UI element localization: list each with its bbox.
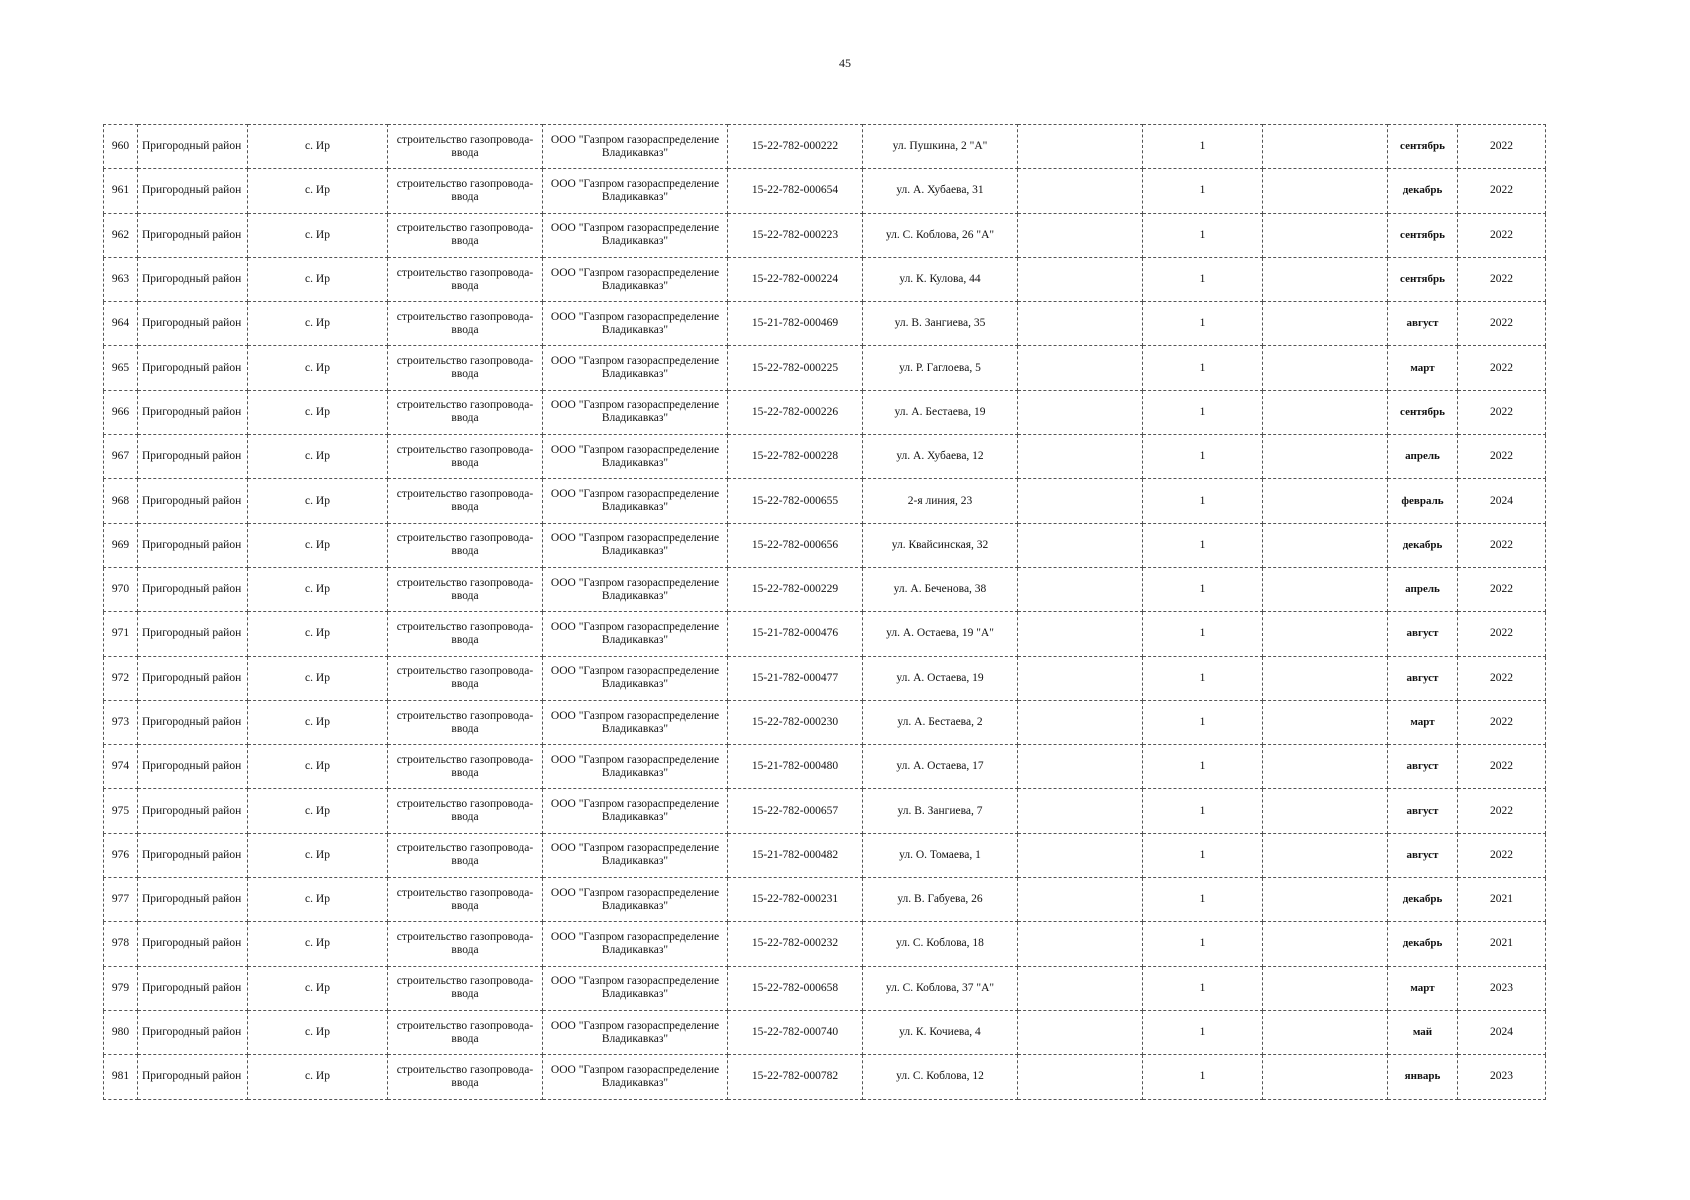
village-cell: с. Ир <box>248 789 388 833</box>
table-row <box>104 966 1546 1010</box>
district-cell: Пригородный район <box>138 833 248 877</box>
registry-code-cell: 15-22-782-000655 <box>728 479 863 523</box>
organization-cell: ООО "Газпром газораспределение Владикавказ" <box>543 213 728 257</box>
table-row <box>104 479 1546 523</box>
table-row <box>104 922 1546 966</box>
registry-code-cell: 15-22-782-000740 <box>728 1010 863 1054</box>
work-type-cell: строительство газопровода-ввода <box>388 125 543 169</box>
quantity-cell: 1 <box>1143 346 1263 390</box>
quantity-cell: 1 <box>1143 479 1263 523</box>
year-cell: 2022 <box>1458 789 1546 833</box>
quantity-cell: 1 <box>1143 612 1263 656</box>
month-cell: август <box>1388 612 1458 656</box>
village-cell: с. Ир <box>248 745 388 789</box>
district-cell: Пригородный район <box>138 479 248 523</box>
organization-cell: ООО "Газпром газораспределение Владикавказ" <box>543 966 728 1010</box>
empty-cell <box>1018 479 1143 523</box>
district-cell: Пригородный район <box>138 213 248 257</box>
year-cell: 2022 <box>1458 567 1546 611</box>
village-cell: с. Ир <box>248 833 388 877</box>
empty-cell <box>1263 435 1388 479</box>
registry-code-cell: 15-22-782-000226 <box>728 390 863 434</box>
year-cell: 2022 <box>1458 169 1546 213</box>
row-number-cell: 980 <box>104 1010 138 1054</box>
village-cell: с. Ир <box>248 1010 388 1054</box>
organization-cell: ООО "Газпром газораспределение Владикавказ" <box>543 302 728 346</box>
empty-cell <box>1018 567 1143 611</box>
year-cell: 2022 <box>1458 346 1546 390</box>
work-type-cell: строительство газопровода-ввода <box>388 213 543 257</box>
month-cell: декабрь <box>1388 523 1458 567</box>
quantity-cell: 1 <box>1143 125 1263 169</box>
month-cell: апрель <box>1388 567 1458 611</box>
row-number-cell: 963 <box>104 257 138 301</box>
village-cell: с. Ир <box>248 567 388 611</box>
organization-cell: ООО "Газпром газораспределение Владикавказ" <box>543 700 728 744</box>
district-cell: Пригородный район <box>138 257 248 301</box>
empty-cell <box>1263 567 1388 611</box>
organization-cell: ООО "Газпром газораспределение Владикавказ" <box>543 169 728 213</box>
empty-cell <box>1018 745 1143 789</box>
address-cell: ул. Р. Гаглоева, 5 <box>863 346 1018 390</box>
row-number-cell: 962 <box>104 213 138 257</box>
village-cell: с. Ир <box>248 435 388 479</box>
organization-cell: ООО "Газпром газораспределение Владикавказ" <box>543 656 728 700</box>
village-cell: с. Ир <box>248 656 388 700</box>
table-row <box>104 435 1546 479</box>
table-row <box>104 257 1546 301</box>
year-cell: 2022 <box>1458 390 1546 434</box>
quantity-cell: 1 <box>1143 523 1263 567</box>
table-row <box>104 700 1546 744</box>
month-cell: сентябрь <box>1388 213 1458 257</box>
year-cell: 2022 <box>1458 213 1546 257</box>
table-row <box>104 125 1546 169</box>
quantity-cell: 1 <box>1143 789 1263 833</box>
organization-cell: ООО "Газпром газораспределение Владикавказ" <box>543 1055 728 1099</box>
month-cell: май <box>1388 1010 1458 1054</box>
village-cell: с. Ир <box>248 169 388 213</box>
month-cell: январь <box>1388 1055 1458 1099</box>
empty-cell <box>1018 523 1143 567</box>
registry-code-cell: 15-22-782-000230 <box>728 700 863 744</box>
district-cell: Пригородный район <box>138 125 248 169</box>
quantity-cell: 1 <box>1143 435 1263 479</box>
year-cell: 2022 <box>1458 435 1546 479</box>
table-row <box>104 302 1546 346</box>
month-cell: март <box>1388 700 1458 744</box>
registry-code-cell: 15-22-782-000228 <box>728 435 863 479</box>
district-cell: Пригородный район <box>138 1055 248 1099</box>
row-number-cell: 968 <box>104 479 138 523</box>
quantity-cell: 1 <box>1143 922 1263 966</box>
district-cell: Пригородный район <box>138 878 248 922</box>
registry-code-cell: 15-22-782-000222 <box>728 125 863 169</box>
year-cell: 2021 <box>1458 922 1546 966</box>
empty-cell <box>1018 1055 1143 1099</box>
district-cell: Пригородный район <box>138 1010 248 1054</box>
row-number-cell: 967 <box>104 435 138 479</box>
quantity-cell: 1 <box>1143 257 1263 301</box>
empty-cell <box>1263 390 1388 434</box>
table-row <box>104 745 1546 789</box>
village-cell: с. Ир <box>248 966 388 1010</box>
organization-cell: ООО "Газпром газораспределение Владикавказ" <box>543 567 728 611</box>
empty-cell <box>1018 656 1143 700</box>
empty-cell <box>1018 700 1143 744</box>
empty-cell <box>1018 302 1143 346</box>
work-type-cell: строительство газопровода-ввода <box>388 612 543 656</box>
work-type-cell: строительство газопровода-ввода <box>388 833 543 877</box>
row-number-cell: 960 <box>104 125 138 169</box>
year-cell: 2022 <box>1458 745 1546 789</box>
work-type-cell: строительство газопровода-ввода <box>388 656 543 700</box>
quantity-cell: 1 <box>1143 656 1263 700</box>
table-row <box>104 656 1546 700</box>
year-cell: 2022 <box>1458 656 1546 700</box>
year-cell: 2022 <box>1458 833 1546 877</box>
empty-cell <box>1018 346 1143 390</box>
quantity-cell: 1 <box>1143 213 1263 257</box>
empty-cell <box>1018 1010 1143 1054</box>
quantity-cell: 1 <box>1143 878 1263 922</box>
registry-code-cell: 15-22-782-000654 <box>728 169 863 213</box>
address-cell: ул. В. Зангиева, 35 <box>863 302 1018 346</box>
row-number-cell: 972 <box>104 656 138 700</box>
district-cell: Пригородный район <box>138 922 248 966</box>
quantity-cell: 1 <box>1143 745 1263 789</box>
registry-code-cell: 15-22-782-000656 <box>728 523 863 567</box>
organization-cell: ООО "Газпром газораспределение Владикавказ" <box>543 745 728 789</box>
address-cell: ул. А. Остаева, 19 <box>863 656 1018 700</box>
village-cell: с. Ир <box>248 523 388 567</box>
month-cell: август <box>1388 656 1458 700</box>
empty-cell <box>1263 523 1388 567</box>
empty-cell <box>1263 346 1388 390</box>
empty-cell <box>1018 833 1143 877</box>
district-cell: Пригородный район <box>138 302 248 346</box>
village-cell: с. Ир <box>248 878 388 922</box>
address-cell: ул. А. Беченова, 38 <box>863 567 1018 611</box>
work-type-cell: строительство газопровода-ввода <box>388 966 543 1010</box>
month-cell: сентябрь <box>1388 257 1458 301</box>
table-row <box>104 567 1546 611</box>
row-number-cell: 976 <box>104 833 138 877</box>
village-cell: с. Ир <box>248 1055 388 1099</box>
row-number-cell: 973 <box>104 700 138 744</box>
empty-cell <box>1018 257 1143 301</box>
year-cell: 2022 <box>1458 302 1546 346</box>
organization-cell: ООО "Газпром газораспределение Владикавказ" <box>543 479 728 523</box>
work-type-cell: строительство газопровода-ввода <box>388 523 543 567</box>
district-cell: Пригородный район <box>138 789 248 833</box>
district-cell: Пригородный район <box>138 612 248 656</box>
empty-cell <box>1263 656 1388 700</box>
address-cell: ул. А. Остаева, 17 <box>863 745 1018 789</box>
registry-code-cell: 15-22-782-000782 <box>728 1055 863 1099</box>
table-row <box>104 878 1546 922</box>
district-cell: Пригородный район <box>138 745 248 789</box>
month-cell: август <box>1388 745 1458 789</box>
address-cell: ул. А. Хубаева, 12 <box>863 435 1018 479</box>
table-row <box>104 390 1546 434</box>
address-cell: ул. К. Кочиева, 4 <box>863 1010 1018 1054</box>
empty-cell <box>1263 213 1388 257</box>
year-cell: 2022 <box>1458 257 1546 301</box>
registry-code-cell: 15-21-782-000477 <box>728 656 863 700</box>
year-cell: 2022 <box>1458 700 1546 744</box>
address-cell: ул. С. Коблова, 26 "А" <box>863 213 1018 257</box>
work-type-cell: строительство газопровода-ввода <box>388 1010 543 1054</box>
work-type-cell: строительство газопровода-ввода <box>388 745 543 789</box>
empty-cell <box>1263 745 1388 789</box>
work-type-cell: строительство газопровода-ввода <box>388 302 543 346</box>
table-row <box>104 1055 1546 1099</box>
quantity-cell: 1 <box>1143 169 1263 213</box>
organization-cell: ООО "Газпром газораспределение Владикавказ" <box>543 125 728 169</box>
village-cell: с. Ир <box>248 125 388 169</box>
work-type-cell: строительство газопровода-ввода <box>388 700 543 744</box>
month-cell: август <box>1388 833 1458 877</box>
address-cell: ул. К. Кулова, 44 <box>863 257 1018 301</box>
registry-code-cell: 15-22-782-000224 <box>728 257 863 301</box>
empty-cell <box>1018 922 1143 966</box>
work-type-cell: строительство газопровода-ввода <box>388 1055 543 1099</box>
table-row <box>104 213 1546 257</box>
table-row <box>104 789 1546 833</box>
empty-cell <box>1018 878 1143 922</box>
work-type-cell: строительство газопровода-ввода <box>388 257 543 301</box>
table-row <box>104 612 1546 656</box>
empty-cell <box>1263 479 1388 523</box>
registry-code-cell: 15-22-782-000229 <box>728 567 863 611</box>
village-cell: с. Ир <box>248 612 388 656</box>
address-cell: ул. О. Томаева, 1 <box>863 833 1018 877</box>
village-cell: с. Ир <box>248 479 388 523</box>
quantity-cell: 1 <box>1143 302 1263 346</box>
year-cell: 2021 <box>1458 878 1546 922</box>
village-cell: с. Ир <box>248 346 388 390</box>
row-number-cell: 979 <box>104 966 138 1010</box>
address-cell: ул. А. Бестаева, 19 <box>863 390 1018 434</box>
table-body <box>104 125 1546 1100</box>
work-type-cell: строительство газопровода-ввода <box>388 789 543 833</box>
district-cell: Пригородный район <box>138 346 248 390</box>
row-number-cell: 964 <box>104 302 138 346</box>
empty-cell <box>1018 612 1143 656</box>
month-cell: март <box>1388 966 1458 1010</box>
year-cell: 2023 <box>1458 966 1546 1010</box>
address-cell: ул. С. Коблова, 12 <box>863 1055 1018 1099</box>
empty-cell <box>1263 922 1388 966</box>
work-type-cell: строительство газопровода-ввода <box>388 567 543 611</box>
month-cell: февраль <box>1388 479 1458 523</box>
organization-cell: ООО "Газпром газораспределение Владикавказ" <box>543 523 728 567</box>
registry-code-cell: 15-21-782-000476 <box>728 612 863 656</box>
empty-cell <box>1263 125 1388 169</box>
registry-code-cell: 15-22-782-000223 <box>728 213 863 257</box>
registry-code-cell: 15-22-782-000658 <box>728 966 863 1010</box>
empty-cell <box>1263 1055 1388 1099</box>
quantity-cell: 1 <box>1143 700 1263 744</box>
month-cell: август <box>1388 789 1458 833</box>
row-number-cell: 971 <box>104 612 138 656</box>
address-cell: 2-я линия, 23 <box>863 479 1018 523</box>
address-cell: ул. А. Остаева, 19 "А" <box>863 612 1018 656</box>
year-cell: 2022 <box>1458 612 1546 656</box>
organization-cell: ООО "Газпром газораспределение Владикавказ" <box>543 789 728 833</box>
row-number-cell: 970 <box>104 567 138 611</box>
year-cell: 2022 <box>1458 523 1546 567</box>
address-cell: ул. С. Коблова, 37 "А" <box>863 966 1018 1010</box>
table-row <box>104 169 1546 213</box>
district-cell: Пригородный район <box>138 567 248 611</box>
quantity-cell: 1 <box>1143 833 1263 877</box>
work-type-cell: строительство газопровода-ввода <box>388 479 543 523</box>
organization-cell: ООО "Газпром газораспределение Владикавказ" <box>543 1010 728 1054</box>
empty-cell <box>1263 1010 1388 1054</box>
quantity-cell: 1 <box>1143 390 1263 434</box>
district-cell: Пригородный район <box>138 700 248 744</box>
table-row <box>104 346 1546 390</box>
district-cell: Пригородный район <box>138 656 248 700</box>
organization-cell: ООО "Газпром газораспределение Владикавказ" <box>543 878 728 922</box>
address-cell: ул. А. Хубаева, 31 <box>863 169 1018 213</box>
row-number-cell: 974 <box>104 745 138 789</box>
registry-code-cell: 15-22-782-000657 <box>728 789 863 833</box>
district-cell: Пригородный район <box>138 523 248 567</box>
address-cell: ул. В. Габуева, 26 <box>863 878 1018 922</box>
village-cell: с. Ир <box>248 257 388 301</box>
row-number-cell: 978 <box>104 922 138 966</box>
quantity-cell: 1 <box>1143 1055 1263 1099</box>
table-row <box>104 833 1546 877</box>
work-type-cell: строительство газопровода-ввода <box>388 435 543 479</box>
registry-code-cell: 15-21-782-000482 <box>728 833 863 877</box>
row-number-cell: 975 <box>104 789 138 833</box>
work-type-cell: строительство газопровода-ввода <box>388 169 543 213</box>
year-cell: 2024 <box>1458 1010 1546 1054</box>
quantity-cell: 1 <box>1143 567 1263 611</box>
row-number-cell: 961 <box>104 169 138 213</box>
address-cell: ул. Квайсинская, 32 <box>863 523 1018 567</box>
empty-cell <box>1263 169 1388 213</box>
empty-cell <box>1018 213 1143 257</box>
organization-cell: ООО "Газпром газораспределение Владикавказ" <box>543 833 728 877</box>
work-type-cell: строительство газопровода-ввода <box>388 346 543 390</box>
year-cell: 2022 <box>1458 125 1546 169</box>
row-number-cell: 969 <box>104 523 138 567</box>
empty-cell <box>1018 789 1143 833</box>
registry-table <box>103 124 1546 1100</box>
empty-cell <box>1018 169 1143 213</box>
row-number-cell: 965 <box>104 346 138 390</box>
district-cell: Пригородный район <box>138 435 248 479</box>
empty-cell <box>1018 125 1143 169</box>
organization-cell: ООО "Газпром газораспределение Владикавказ" <box>543 346 728 390</box>
village-cell: с. Ир <box>248 213 388 257</box>
organization-cell: ООО "Газпром газораспределение Владикавказ" <box>543 390 728 434</box>
month-cell: сентябрь <box>1388 125 1458 169</box>
organization-cell: ООО "Газпром газораспределение Владикавказ" <box>543 922 728 966</box>
year-cell: 2024 <box>1458 479 1546 523</box>
month-cell: март <box>1388 346 1458 390</box>
address-cell: ул. Пушкина, 2 "А" <box>863 125 1018 169</box>
village-cell: с. Ир <box>248 302 388 346</box>
district-cell: Пригородный район <box>138 169 248 213</box>
district-cell: Пригородный район <box>138 390 248 434</box>
registry-code-cell: 15-21-782-000469 <box>728 302 863 346</box>
table-row <box>104 523 1546 567</box>
empty-cell <box>1263 878 1388 922</box>
month-cell: декабрь <box>1388 169 1458 213</box>
month-cell: декабрь <box>1388 878 1458 922</box>
empty-cell <box>1263 612 1388 656</box>
address-cell: ул. С. Коблова, 18 <box>863 922 1018 966</box>
address-cell: ул. В. Зангиева, 7 <box>863 789 1018 833</box>
registry-code-cell: 15-22-782-000225 <box>728 346 863 390</box>
empty-cell <box>1263 700 1388 744</box>
registry-code-cell: 15-22-782-000231 <box>728 878 863 922</box>
address-cell: ул. А. Бестаева, 2 <box>863 700 1018 744</box>
empty-cell <box>1018 435 1143 479</box>
registry-code-cell: 15-22-782-000232 <box>728 922 863 966</box>
empty-cell <box>1263 257 1388 301</box>
quantity-cell: 1 <box>1143 966 1263 1010</box>
row-number-cell: 977 <box>104 878 138 922</box>
table-row <box>104 1010 1546 1054</box>
empty-cell <box>1263 833 1388 877</box>
work-type-cell: строительство газопровода-ввода <box>388 878 543 922</box>
village-cell: с. Ир <box>248 922 388 966</box>
row-number-cell: 966 <box>104 390 138 434</box>
registry-code-cell: 15-21-782-000480 <box>728 745 863 789</box>
month-cell: декабрь <box>1388 922 1458 966</box>
work-type-cell: строительство газопровода-ввода <box>388 390 543 434</box>
organization-cell: ООО "Газпром газораспределение Владикавказ" <box>543 612 728 656</box>
month-cell: август <box>1388 302 1458 346</box>
empty-cell <box>1018 966 1143 1010</box>
empty-cell <box>1263 966 1388 1010</box>
page-number: 45 <box>839 56 851 70</box>
empty-cell <box>1018 390 1143 434</box>
year-cell: 2023 <box>1458 1055 1546 1099</box>
work-type-cell: строительство газопровода-ввода <box>388 922 543 966</box>
quantity-cell: 1 <box>1143 1010 1263 1054</box>
village-cell: с. Ир <box>248 700 388 744</box>
empty-cell <box>1263 789 1388 833</box>
empty-cell <box>1263 302 1388 346</box>
organization-cell: ООО "Газпром газораспределение Владикавказ" <box>543 435 728 479</box>
district-cell: Пригородный район <box>138 966 248 1010</box>
month-cell: апрель <box>1388 435 1458 479</box>
village-cell: с. Ир <box>248 390 388 434</box>
organization-cell: ООО "Газпром газораспределение Владикавказ" <box>543 257 728 301</box>
month-cell: сентябрь <box>1388 390 1458 434</box>
row-number-cell: 981 <box>104 1055 138 1099</box>
